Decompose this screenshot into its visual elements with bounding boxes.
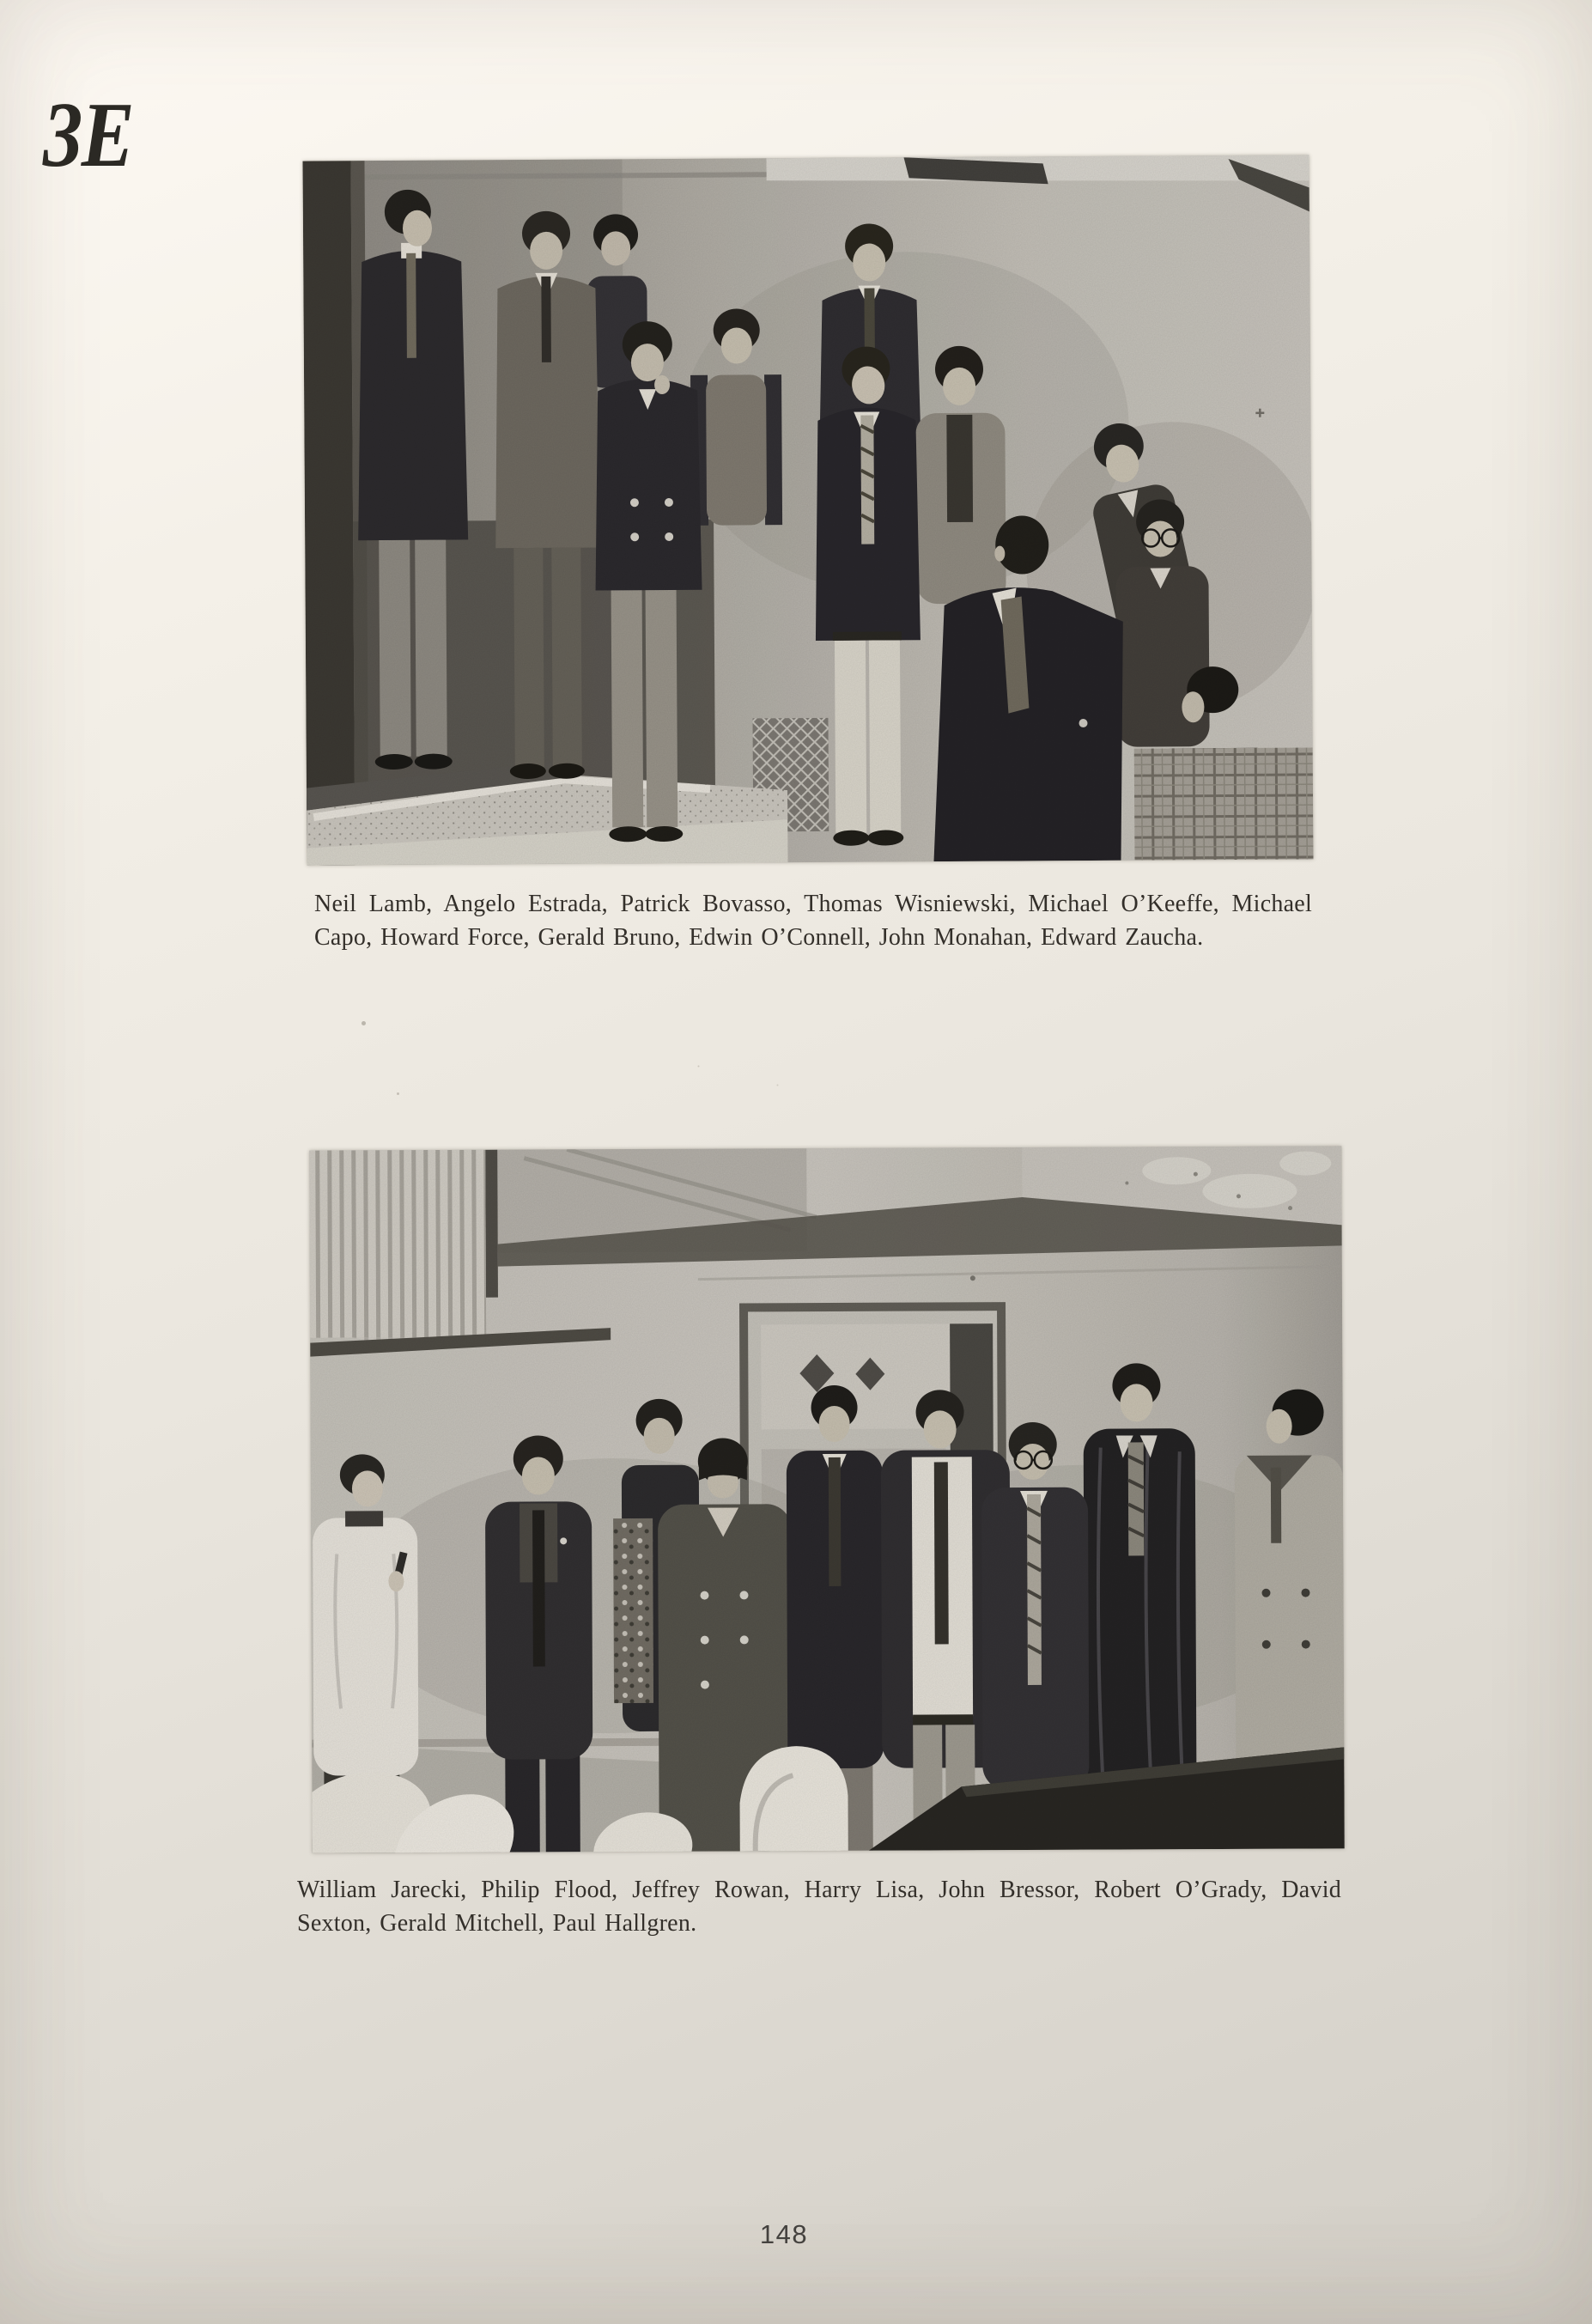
class-photo-top xyxy=(303,155,1314,865)
section-label: 3E xyxy=(43,84,133,186)
class-photo-bottom xyxy=(309,1146,1345,1853)
photo1-grain xyxy=(303,155,1314,865)
class-photo-bottom-art xyxy=(309,1146,1345,1853)
caption-line: Neil Lamb, Angelo Estrada, Patrick Bovasso, Thomas Wisniewski, Michael O’Keeffe, Michael xyxy=(314,891,1312,917)
paper-speck xyxy=(362,1021,366,1025)
caption-bottom-photo xyxy=(297,1873,1341,1940)
page-number: 148 xyxy=(759,2219,809,2249)
caption-line: Capo, Howard Force, Gerald Bruno, Edwin O’Connell, John Monahan, Edward Zaucha. xyxy=(314,924,1204,951)
class-photo-top-art xyxy=(303,155,1314,865)
photo2-grain xyxy=(309,1146,1345,1853)
caption-top-photo xyxy=(314,887,1312,954)
caption-line: Sexton, Gerald Mitchell, Paul Hallgren. xyxy=(297,1910,697,1937)
caption-line: William Jarecki, Philip Flood, Jeffrey Rowan, Harry Lisa, John Bressor, Robert O’Grady, David xyxy=(297,1877,1341,1903)
